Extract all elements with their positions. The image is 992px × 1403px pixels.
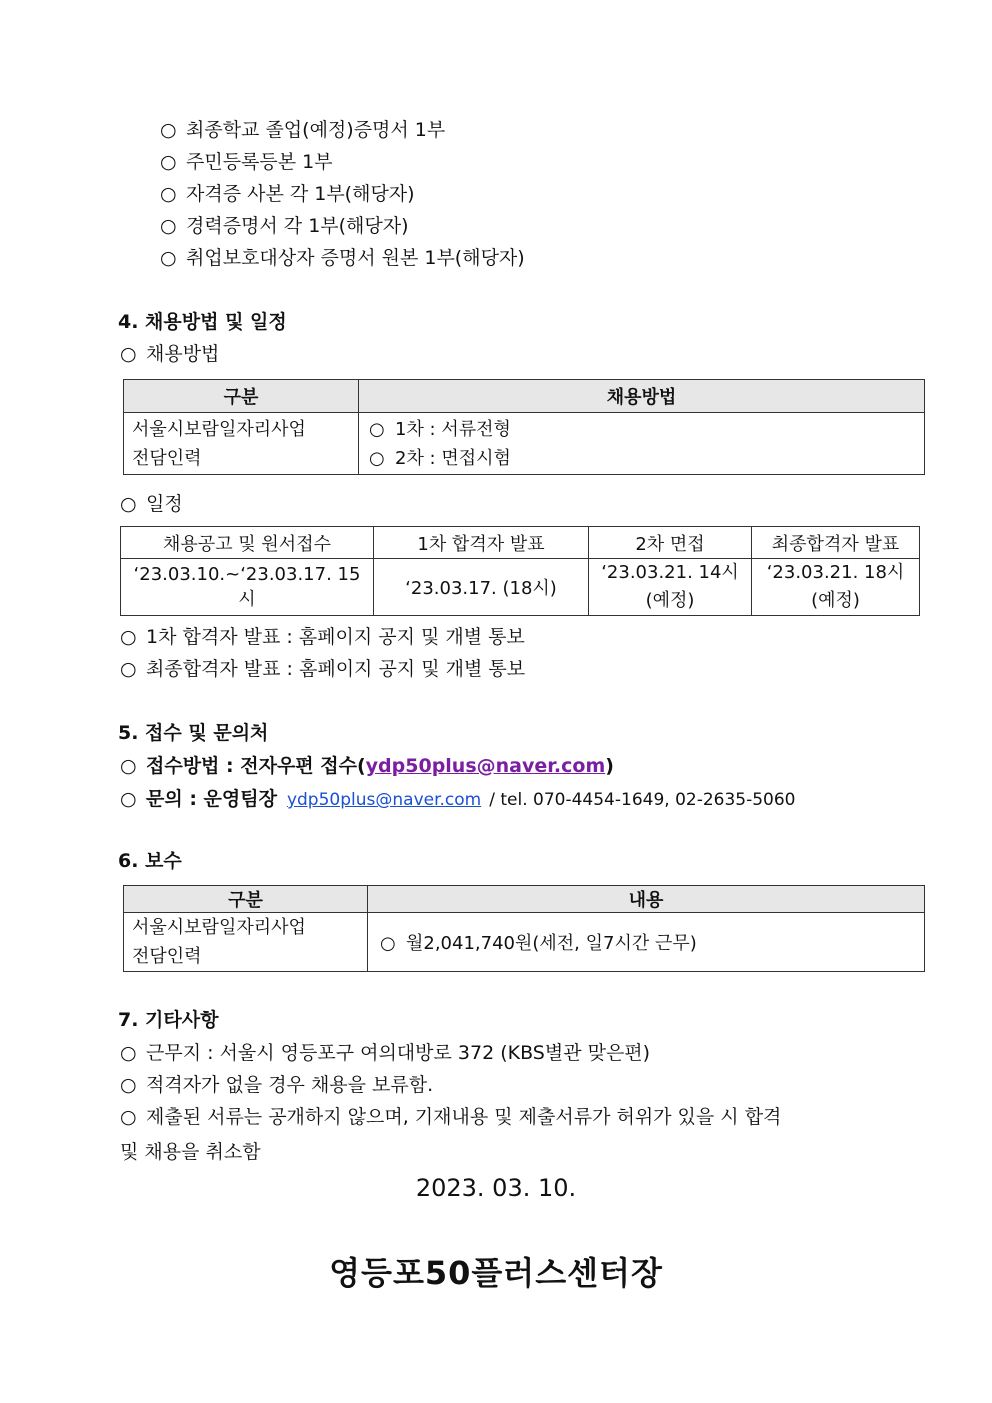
circle-bullet-icon: ○ [120, 788, 137, 810]
signature-title: 영등포50플러스센터장 [329, 1254, 663, 1292]
circle-bullet-icon: ○ [369, 418, 385, 440]
table-cell: ‘23.03.21. 14시 (예정) [589, 559, 752, 616]
doc-list-item: ○ 자격증 사본 각 1부(해당자) [160, 183, 415, 205]
submission-email-link[interactable]: ydp50plus@naver.com [365, 755, 606, 777]
document-date: 2023. 03. 10. [415, 1174, 577, 1202]
table-cell-pay: ○ 월2,041,740원(세전, 일7시간 근무) [368, 913, 925, 972]
table-cell: ‘23.03.21. 18시 (예정) [752, 559, 920, 616]
pay-table [123, 885, 925, 972]
circle-bullet-icon: ○ [120, 1042, 137, 1064]
circle-bullet-icon: ○ [160, 151, 177, 173]
table-cell: ‘23.03.17. (18시) [374, 559, 589, 616]
etc-item: ○ 제출된 서류는 공개하지 않으며, 기재내용 및 제출서류가 허위가 있을 시 합격 [120, 1106, 782, 1128]
table-cell-category: 서울시보람일자리사업 전담인력 [124, 413, 359, 475]
schedule-table [120, 526, 920, 616]
circle-bullet-icon: ○ [120, 1106, 137, 1128]
doc-list-item: ○ 경력증명서 각 1부(해당자) [160, 215, 409, 237]
section-6-title: 6. 보수 [118, 850, 182, 872]
circle-bullet-icon: ○ [120, 755, 137, 777]
section-4-title: 4. 채용방법 및 일정 [118, 311, 287, 333]
table-cell-method: ○ 1차 : 서류전형 ○ 2차 : 면접시험 [359, 413, 925, 475]
table-header: 구분 [124, 380, 359, 413]
etc-item-continued: 및 채용을 취소함 [120, 1141, 261, 1163]
circle-bullet-icon: ○ [160, 183, 177, 205]
doc-list-item: ○ 취업보호대상자 증명서 원본 1부(해당자) [160, 247, 525, 269]
contact-email-link[interactable]: ydp50plus@naver.com [286, 790, 482, 810]
table-header: 1차 합격자 발표 [374, 527, 589, 559]
circle-bullet-icon: ○ [160, 119, 177, 141]
circle-bullet-icon: ○ [120, 493, 137, 515]
circle-bullet-icon: ○ [369, 447, 385, 469]
submission-method: ○ 접수방법 : 전자우편 접수(ydp50plus@naver.com) [120, 755, 614, 777]
etc-item: ○ 적격자가 없을 경우 채용을 보류함. [120, 1074, 434, 1096]
sub-heading-schedule: ○ 일정 [120, 493, 183, 515]
circle-bullet-icon: ○ [160, 215, 177, 237]
section-5-title: 5. 접수 및 문의처 [118, 722, 269, 744]
table-header: 채용공고 및 원서접수 [121, 527, 374, 559]
table-cell: ‘23.03.10.~‘23.03.17. 15시 [121, 559, 374, 616]
etc-item: ○ 근무지 : 서울시 영등포구 여의대방로 372 (KBS별관 맞은편) [120, 1042, 651, 1064]
circle-bullet-icon: ○ [380, 933, 396, 954]
section-7-title: 7. 기타사항 [118, 1009, 219, 1031]
sub-heading-method: ○ 채용방법 [120, 343, 220, 365]
table-header: 채용방법 [359, 380, 925, 413]
circle-bullet-icon: ○ [120, 1074, 137, 1096]
contact-info: ○ 문의 : 운영팀장 ydp50plus@naver.com / tel. 070-4454-1649, 02-2635-5060 [120, 788, 796, 810]
table-header: 최종합격자 발표 [752, 527, 920, 559]
schedule-note: ○ 최종합격자 발표 : 홈페이지 공지 및 개별 통보 [120, 658, 526, 680]
table-header: 내용 [368, 886, 925, 913]
table-cell-category: 서울시보람일자리사업 전담인력 [124, 913, 368, 972]
table-header: 2차 면접 [589, 527, 752, 559]
circle-bullet-icon: ○ [120, 658, 137, 680]
table-header: 구분 [124, 886, 368, 913]
method-table [123, 379, 925, 475]
doc-list-item: ○ 주민등록등본 1부 [160, 151, 333, 173]
circle-bullet-icon: ○ [160, 247, 177, 269]
schedule-note: ○ 1차 합격자 발표 : 홈페이지 공지 및 개별 통보 [120, 626, 525, 648]
doc-list-item: ○ 최종학교 졸업(예정)증명서 1부 [160, 119, 446, 141]
circle-bullet-icon: ○ [120, 343, 137, 365]
circle-bullet-icon: ○ [120, 626, 137, 648]
